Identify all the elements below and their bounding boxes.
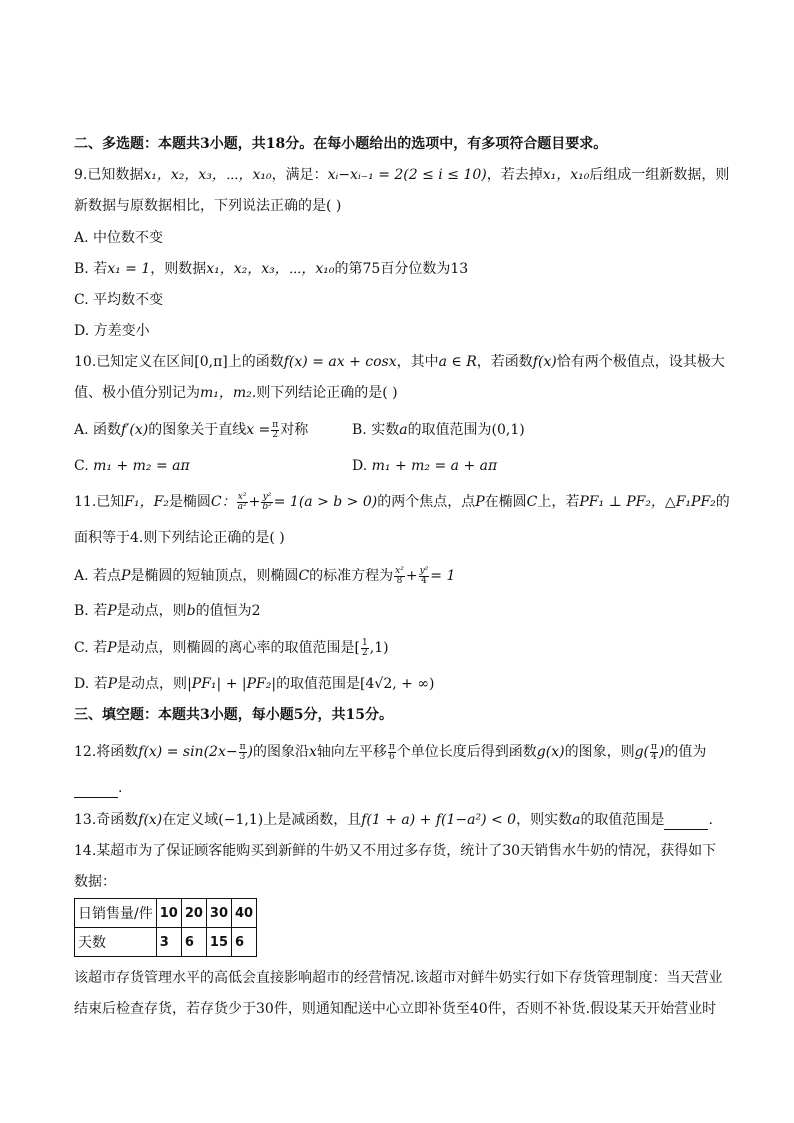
table-row	[75, 928, 257, 957]
q10-text: 的图象关于直线	[148, 422, 247, 438]
q9-text: 的第75百分位数为13	[334, 261, 469, 277]
denominator: 3	[239, 751, 246, 762]
q9-line1	[74, 165, 729, 185]
q11-text: 在椭圆	[484, 494, 527, 510]
q12-text: 个单位长度后得到函数	[396, 744, 537, 760]
q11-text: 是椭圆	[168, 494, 211, 510]
plus-sign: +	[405, 568, 418, 584]
q11-option-a	[74, 566, 455, 586]
q11-option-b	[74, 601, 261, 621]
q10-option-b	[352, 420, 525, 440]
q13-math: a	[572, 812, 581, 828]
table-cell: 3	[156, 928, 181, 957]
q11-line2: 面积等于4.则下列结论正确的是( )	[74, 530, 285, 546]
q9-math: x₁，x₂，x₃，⋯，x₁₀	[206, 261, 335, 277]
q11-text: D. 若	[74, 676, 108, 692]
q10-math: f(x)	[532, 354, 557, 370]
q11-ellipse-x-term	[237, 493, 248, 512]
q11-math: P	[107, 676, 118, 692]
plus-sign: +	[248, 494, 261, 510]
q13-text: .	[708, 812, 713, 828]
q12-text: .	[118, 780, 123, 796]
q9-option-b	[74, 259, 468, 279]
q12-math: g(x)	[536, 744, 565, 760]
q10-math: f(x) = ax + cosx	[283, 354, 397, 370]
q13-math: f(1 + a) + f(1−a²) < 0	[361, 812, 517, 828]
q14-line4: 结束后检查存货，若存货少于30件，则通知配送中心立即补货至40件，否则不补货.假设某天开始营业时	[74, 1001, 717, 1017]
q11-text: 的取值范围是[4√2, + ∞)	[276, 676, 435, 692]
q9-text: 后组成一组新数据，则	[589, 167, 730, 183]
q11-math: P	[107, 603, 117, 619]
q11-text: 是动点，则椭圆的离心率的取值范围是[	[116, 640, 361, 656]
q11-text: C. 若	[74, 640, 108, 656]
q10-text: 的取值范围为(0,1)	[407, 422, 525, 438]
q10-math: a	[399, 422, 408, 438]
q9-text: ，则数据	[150, 261, 207, 277]
q9-line2: 新数据与原数据相比，下列说法正确的是( )	[74, 198, 342, 214]
q9-option-a: A. 中位数不变	[74, 230, 164, 246]
q11-math: = 1(a > b > 0)	[273, 494, 378, 510]
q13-text: 在定义域(−1,1)上是减函数，且	[162, 812, 362, 828]
q12-math: x	[308, 744, 317, 760]
q10-text: 恰有两个极值点，设其极大	[556, 354, 725, 370]
q10-text: D.	[352, 458, 372, 474]
q11-ellipse-y-term	[419, 567, 430, 586]
denominator: 8	[396, 575, 403, 586]
q10-text: 10.已知定义在区间[0,π]上的函数	[74, 354, 284, 370]
numerator: x²	[395, 565, 404, 576]
numerator: 1	[362, 637, 368, 648]
q13-text: 的取值范围是	[580, 812, 665, 828]
q10-math: x =	[246, 422, 271, 438]
q10-option-c	[74, 456, 190, 476]
q10-text: .则下列结论正确的是( )	[251, 385, 398, 401]
answer-blank	[664, 815, 708, 830]
q10-option-d	[352, 456, 497, 476]
q10-text: C.	[74, 458, 94, 474]
table-cell: 20	[181, 899, 206, 928]
numerator: y²	[262, 491, 272, 502]
q11-line1	[74, 492, 730, 512]
q12-text: 轴向左平移	[316, 744, 387, 760]
q13-math: f(x)	[138, 812, 163, 828]
q9-option-d: D. 方差变小	[74, 323, 150, 339]
q9-math: x₁，x₁₀	[542, 167, 590, 183]
answer-blank	[74, 783, 118, 798]
q11-text: 11.已知	[74, 494, 125, 510]
numerator: y²	[419, 565, 429, 576]
numerator: π	[272, 419, 279, 430]
q10-line2	[74, 383, 398, 403]
q11-ellipse-x-term	[394, 567, 405, 586]
q13-line1	[74, 810, 713, 830]
numerator: π	[388, 741, 395, 752]
q11-option-d	[74, 674, 434, 694]
q11-math: b	[186, 603, 196, 619]
q9-math: x₁ = 1	[107, 261, 151, 277]
q12-math: )	[658, 744, 665, 760]
q11-ellipse-y-term	[261, 493, 272, 512]
q12-fraction	[650, 743, 658, 762]
table-cell: 天数	[75, 928, 157, 957]
denominator: 2	[272, 429, 279, 440]
q14-line3: 该超市存货管理水平的高低会直接影响超市的经营情况.该超市对鲜牛奶实行如下存货管理制度：当天营业	[74, 970, 723, 986]
section-3-heading: 三、填空题：本题共3小题，每小题5分，共15分。	[74, 707, 393, 723]
q12-text: 12.将函数	[74, 744, 139, 760]
q10-text: 对称	[280, 422, 309, 438]
q10-text: 值、极小值分别记为	[74, 385, 200, 401]
q11-option-c	[74, 638, 389, 658]
q11-text: 的值恒为2	[195, 603, 261, 619]
q11-text: B. 若	[74, 603, 108, 619]
q10-text: ，其中	[396, 354, 439, 370]
q11-math: P	[107, 640, 117, 656]
numerator: x²	[237, 491, 247, 502]
table-row	[75, 899, 257, 928]
q9-text: 9.已知数据	[74, 167, 144, 183]
q12-line1	[74, 742, 706, 762]
table-cell: 6	[181, 928, 206, 957]
q12-text: 的图象，则	[564, 744, 635, 760]
table-cell: 10	[156, 899, 181, 928]
q13-text: 13.奇函数	[74, 812, 139, 828]
table-cell: 30	[206, 899, 231, 928]
denominator: 4	[651, 751, 657, 762]
q11-text: 是动点，则	[117, 676, 188, 692]
section-2-heading: 二、多选题：本题共3小题，共18分。在每小题给出的选项中，有多项符合题目要求。	[74, 136, 608, 152]
q12-fraction	[388, 743, 396, 762]
q11-text: A. 若点	[74, 568, 122, 584]
q11-math: PF₁ ⊥ PF₂，△F₁PF₂	[579, 494, 716, 510]
q14-line1: 14.某超市为了保证顾客能购买到新鲜的牛奶又不用过多存货，统计了30天销售水牛奶的情况，获得如下	[74, 843, 717, 859]
denominator: 6	[388, 751, 395, 762]
q11-text: 是椭圆的短轴顶点，则椭圆	[130, 568, 299, 584]
q11-text: 的两个焦点，点	[377, 494, 476, 510]
q11-text: ,1)	[369, 640, 389, 656]
table-cell: 40	[232, 899, 257, 928]
q10-text: B. 实数	[352, 422, 400, 438]
q11-math: F₁，F₂	[124, 494, 169, 510]
q12-text: 的图象沿	[252, 744, 309, 760]
q10-math: f′(x)	[121, 422, 149, 438]
q9-math: x₁，x₂，x₃，⋯，x₁₀	[143, 167, 272, 183]
q12-math: g(	[634, 744, 650, 760]
q12-text: 的值为	[664, 744, 707, 760]
table-cell: 日销售量/件	[75, 899, 157, 928]
q9-text: ，满足：	[271, 167, 328, 183]
q11-text: 是动点，则	[116, 603, 187, 619]
q12-math: f(x) = sin(2x−	[138, 744, 238, 760]
q9-text: B. 若	[74, 261, 108, 277]
table-cell: 6	[232, 928, 257, 957]
q10-text: ，若函数	[476, 354, 533, 370]
q10-math: m₁ + m₂ = aπ	[93, 458, 190, 474]
q11-math: C	[298, 568, 310, 584]
denominator: b²	[262, 501, 272, 512]
q11-math: P	[121, 568, 131, 584]
sales-table	[74, 898, 257, 957]
q12-line2	[74, 778, 122, 798]
q12-math: )	[247, 744, 253, 760]
table-cell: 15	[206, 928, 231, 957]
q11-text: 的	[715, 494, 730, 510]
q10-fraction	[271, 421, 279, 440]
q9-text: ，若去掉	[486, 167, 543, 183]
q13-text: ，则实数	[516, 812, 573, 828]
q9-option-c: C. 平均数不变	[74, 292, 164, 308]
q11-math: |PF₁| + |PF₂|	[187, 676, 277, 692]
q11-math: C	[526, 494, 538, 510]
q11-text: 上，若	[537, 494, 580, 510]
denominator: 4	[421, 575, 427, 586]
q9-math: xᵢ−xᵢ₋₁ = 2(2 ≤ i ≤ 10)	[327, 167, 487, 183]
q11-text: 的标准方程为	[309, 568, 394, 584]
q14-line2: 数据：	[74, 874, 116, 890]
denominator: 2	[362, 647, 368, 658]
numerator: π	[239, 741, 246, 752]
q10-text: A. 函数	[74, 422, 122, 438]
q11-math: C：	[210, 494, 236, 510]
numerator: π	[651, 741, 657, 752]
q12-fraction	[239, 743, 247, 762]
q10-line1	[74, 352, 725, 372]
q10-math: m₁，m₂	[200, 385, 252, 401]
denominator: a²	[237, 501, 247, 512]
q10-option-a	[74, 420, 308, 440]
q11-math: = 1	[430, 568, 456, 584]
q11-fraction	[361, 639, 369, 658]
q10-math: a ∈ R	[438, 354, 477, 370]
q11-math: P	[475, 494, 485, 510]
q10-math: m₁ + m₂ = a + aπ	[371, 458, 498, 474]
